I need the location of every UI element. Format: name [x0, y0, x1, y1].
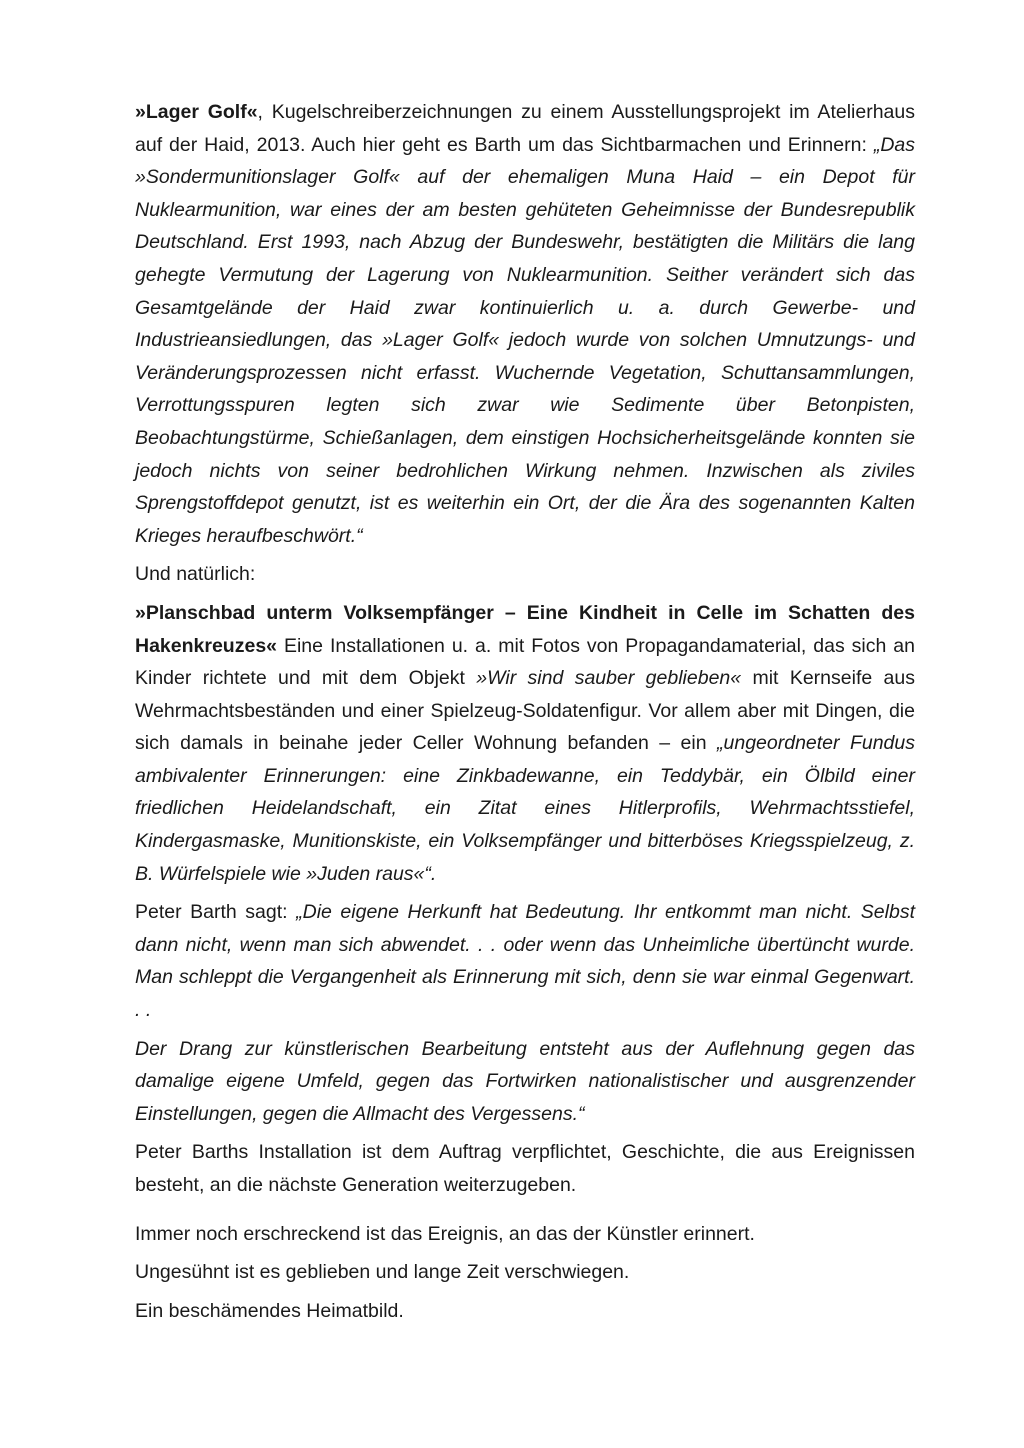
quote-text: „Das »Sondermunitionslager Golf« auf der ehemaligen Muna Haid – ein Depot für Nuklearmunition, war eines der am besten gehüteten Geheimnisse der Bundesrepublik Deutschland. Erst 1993, nach Abzug der Bundeswehr, bestätigten die Militärs die lang gehegte Vermutung der Lagerung von Nuklearmunition. Seither verändert sich das Gesamtgelände der Haid zwar kontinuierlich u. a. durch Gewerbe- und Industrieansiedlungen, das »Lager Golf« jedoch wurde von solchen Umnutzungs- und Veränderungsprozessen nicht erfasst. Wuchernde Vegetation, Schuttansammlungen, Verrottungsspuren legten sich zwar wie Sedimente über Betonpisten, Beobachtungstürme, Schießanlagen, dem einstigen Hochsicherheitsgelände konnten sie jedoch nichts von seiner bedrohlichen Wirkung nehmen. Inzwischen als ziviles Sprengstoffdepot genutzt, ist es weiterhin ein Ort, der die Ära des sogenannten Kalten Krieges heraufbeschwört.“ — [135, 133, 915, 547]
artwork-title-lager-golf: »Lager Golf« — [135, 101, 258, 123]
paragraph-planschbad — [135, 597, 915, 890]
paragraph-text: mit Kernseife aus Wehrmachtsbeständen und einer Spielzeug-Soldatenfigur. Vor allem aber mit Dingen, die sich damals in beinahe jeder Celler Wohnung befanden – ein — [135, 667, 916, 755]
paragraph-barth-quote — [135, 896, 915, 1026]
paragraph-und-natuerlich: Und natürlich: — [135, 563, 256, 586]
paragraph-ungesuehnt: Ungesühnt ist es geblieben und lange Zeit verschwiegen. — [135, 1261, 630, 1284]
paragraph-text: Peter Barth sagt: — [135, 901, 297, 924]
paragraph-barth-quote-continued: Der Drang zur künstlerischen Bearbeitung entsteht aus der Auflehnung gegen das damalige eigene Umfeld, gegen das Fortwirken nationalistischer und ausgrenzender Einstellungen, gegen die Allmacht des Vergessens.“ — [135, 1037, 915, 1125]
paragraph-heimatbild: Ein beschämendes Heimatbild. — [135, 1299, 404, 1322]
artwork-title-planschbad: »Planschbad unterm Volksempfänger – Eine Kindheit in Celle im Schatten des Hakenkreuzes« — [135, 601, 915, 657]
quote-text: „ungeordneter Fundus ambivalenter Erinnerungen: eine Zinkbadewanne, ein Teddybär, ein Ölbild einer friedlichen Heidelandschaft, ein Zitat eines Hitlerprofils, Wehrmachtsstiefel, Kindergasmaske, Munitionskiste, ein Volksempfänger und bitterböses Kriegsspielzeug, z. B. Würfelspiele wie »Juden raus«“. — [135, 732, 915, 885]
document-page — [135, 96, 915, 1327]
paragraph-text: Eine Installationen u. a. mit Fotos von Propagandamaterial, das sich an Kinder richtete und mit dem Objekt — [135, 634, 915, 690]
quote-text: „Die eigene Herkunft hat Bedeutung. Ihr entkommt man nicht. Selbst dann nicht, wenn man sich abwendet. . . oder wenn das Unheimliche übertüncht wurde. Man schleppt die Vergangenheit als Erinnerung mit sich, denn sie war einmal Gegenwart. . . — [135, 901, 915, 1022]
paragraph-text: , Kugelschreiberzeichnungen zu einem Ausstellungsprojekt im Atelierhaus auf der Haid, 2013. Auch hier geht es Barth um das Sichtbarmachen und Erinnern: — [135, 101, 915, 156]
paragraph-erschreckend: Immer noch erschreckend ist das Ereignis, an das der Künstler erinnert. — [135, 1222, 755, 1245]
object-title: »Wir sind sauber geblieben« — [476, 667, 742, 690]
paragraph-lager-golf — [135, 96, 915, 552]
paragraph-installation: Peter Barths Installation ist dem Auftrag verpflichtet, Geschichte, die aus Ereignissen besteht, an die nächste Generation weiterzugeben. — [135, 1141, 915, 1196]
